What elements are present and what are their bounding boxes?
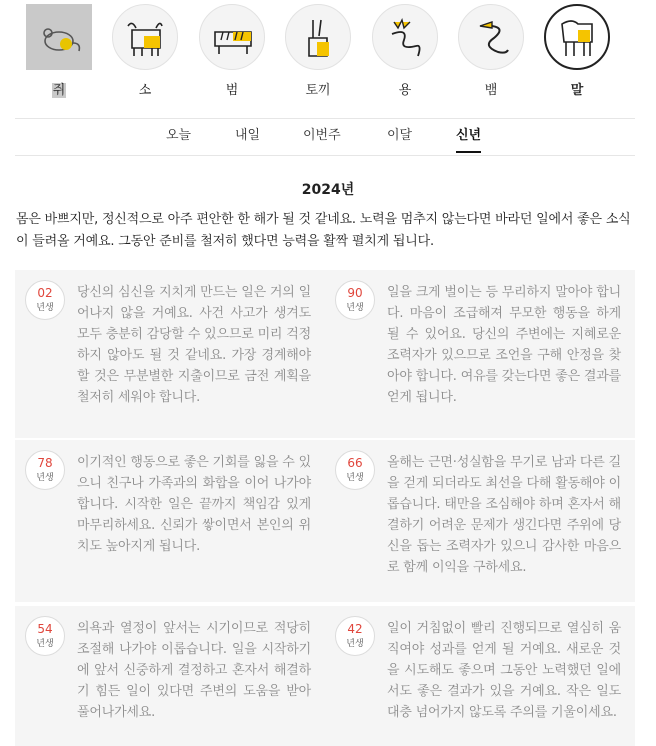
birth-year: 90 (347, 286, 363, 300)
horse-icon (554, 14, 602, 62)
birth-year-badge (25, 616, 65, 656)
zodiac-ox[interactable] (111, 4, 179, 100)
tab-new-year[interactable]: 신년 (456, 128, 481, 153)
fortune-text: 이기적인 행동으로 좋은 기회를 잃을 수 있으니 친구나 가족과의 화합을 이어 나가야 합니다. 시작한 일은 끝까지 책임감 있게 마무리하세요. 신뢰가 쌓이면서 본인의 위치도 높아지게 됩니다. (77, 455, 311, 554)
zodiac-rat-thumb (26, 4, 92, 70)
zodiac-label: 용 (398, 83, 412, 98)
fortune-text: 의욕과 열정이 앞서는 시기이므로 적당히 조절해 나가야 이롭습니다. 일을 시작하기에 앞서 신중하게 결정하고 혼자서 해결하기 힘든 일이 있다면 주변의 도움을 받아 풀어나가세요. (77, 621, 311, 720)
fortune-card-78 (15, 440, 325, 602)
fortune-text: 당신의 심신을 지치게 만드는 일은 거의 일어나지 않을 거예요. 사건 사고가 생겨도 모두 충분히 감당할 수 있으므로 미리 걱정하지 않아도 될 것 같네요. 가장 경계해야 할 것은 무분별한 지출이므로 금전 계획을 철저히 세워야 합니다. (77, 285, 311, 405)
zodiac-label: 소 (138, 83, 152, 98)
birth-year: 02 (37, 286, 53, 300)
fortune-text: 올해는 근면·성실함을 무기로 남과 다른 길을 걷게 되더라도 최선을 다해 활동해야 이롭습니다. 태만을 조심해야 하며 혼자서 해결하기 어려운 문제가 생긴다면 주위에 당신을 돕는 조력자가 있으니 감사한 마음으로 함께 이익을 구하세요. (387, 455, 621, 575)
zodiac-label: 뱀 (484, 83, 498, 98)
birth-year-suffix: 년생 (36, 303, 54, 313)
zodiac-label: 범 (225, 83, 239, 98)
tab-today[interactable]: 오늘 (166, 128, 192, 143)
birth-year-suffix: 년생 (346, 639, 364, 649)
birth-year-suffix: 년생 (36, 473, 54, 483)
fortune-text: 일이 거침없이 빨리 진행되므로 열심히 움직여야 성과를 얻게 될 거예요. 새로운 것을 시도해도 좋으며 그동안 노력했던 일에서도 좋은 결과가 있을 거예요. 작은 일도 대충 넘어가지 않도록 주의를 기울이세요. (387, 621, 621, 720)
birth-year-badge (25, 450, 65, 490)
birth-year-badge (25, 280, 65, 320)
tab-this-month[interactable]: 이달 (387, 128, 413, 143)
fortune-card-90 (325, 270, 635, 438)
fortune-card-02 (15, 270, 325, 438)
fortune-card-54 (15, 606, 325, 746)
birth-year: 66 (347, 456, 363, 470)
zodiac-horse[interactable] (543, 4, 611, 100)
fortune-card-42 (325, 606, 635, 746)
ox-icon (122, 14, 170, 62)
year-summary: 몸은 바쁘지만, 정신적으로 아주 편안한 한 해가 될 것 같네요. 노력을 멈추지 않는다면 바라던 일에서 좋은 소식이 들려올 거예요. 그동안 준비를 철저히 했다면 능력을 활짝 펼치게 됩니다. (16, 212, 631, 249)
tab-this-week[interactable]: 이번주 (303, 128, 341, 143)
zodiac-selector (25, 4, 641, 100)
zodiac-rabbit[interactable] (284, 4, 352, 100)
zodiac-label: 말 (570, 83, 584, 98)
birth-year-badge (335, 280, 375, 320)
zodiac-label: 토끼 (305, 83, 331, 98)
zodiac-rat[interactable] (25, 4, 93, 100)
snake-icon (468, 14, 516, 62)
birth-year: 42 (347, 622, 363, 636)
birth-year-badge (335, 450, 375, 490)
zodiac-tiger[interactable] (198, 4, 266, 100)
fortune-text: 일을 크게 벌이는 등 무리하지 말아야 합니다. 마음이 조급해져 무모한 행동을 하게 될 수 있어요. 당신의 주변에는 지혜로운 조력자가 있으므로 조언을 구해 안정을 찾아야 합니다. 여유를 갖는다면 좋은 결과를 얻게 됩니다. (387, 285, 621, 405)
dragon-icon (382, 14, 430, 62)
rat-icon (35, 13, 83, 61)
rabbit-icon (295, 14, 343, 62)
tab-tomorrow[interactable]: 내일 (235, 128, 261, 143)
zodiac-dragon[interactable] (371, 4, 439, 100)
fortune-card-66 (325, 440, 635, 602)
birth-year-suffix: 년생 (36, 639, 54, 649)
birth-year-badge (335, 616, 375, 656)
zodiac-snake[interactable] (457, 4, 525, 100)
year-title: 2024년 (301, 182, 355, 198)
birth-year-suffix: 년생 (346, 303, 364, 313)
period-tabs (15, 118, 635, 156)
zodiac-label: 쥐 (52, 83, 66, 98)
birth-year: 78 (37, 456, 53, 470)
birth-year: 54 (37, 622, 53, 636)
birth-year-suffix: 년생 (346, 473, 364, 483)
tiger-icon (209, 14, 257, 62)
